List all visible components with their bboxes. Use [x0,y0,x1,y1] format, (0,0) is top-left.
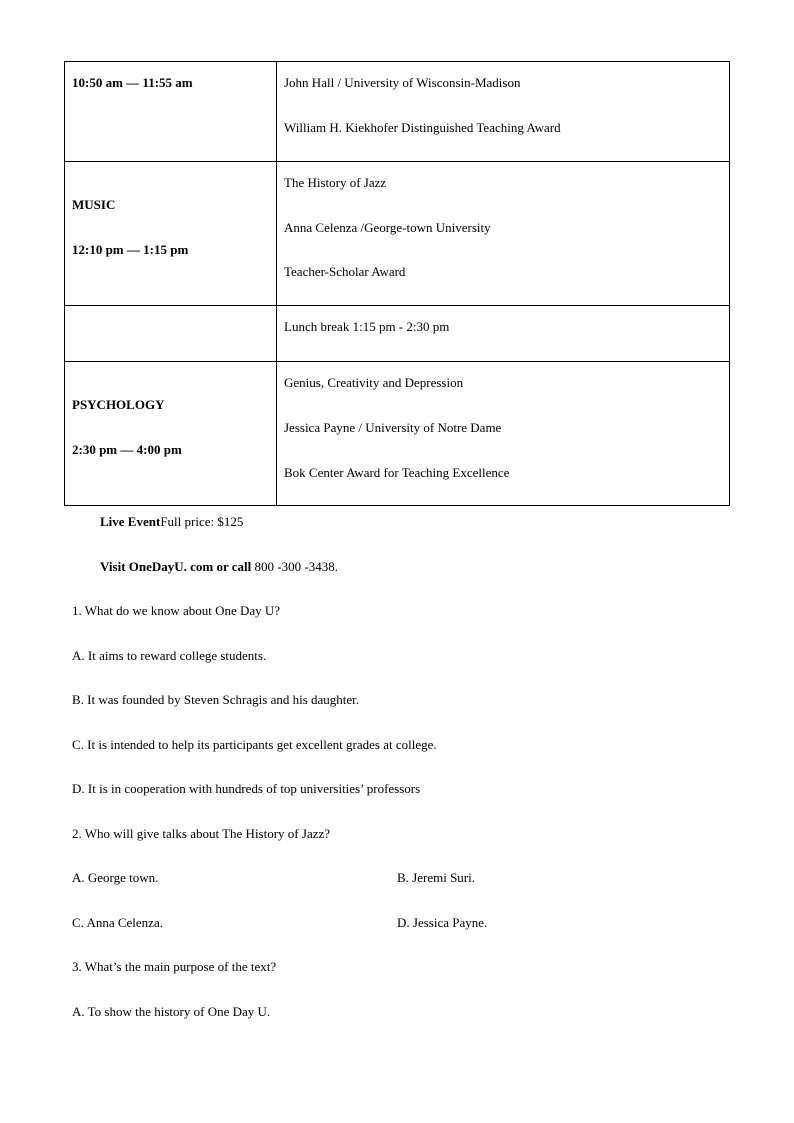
details-cell [277,306,730,362]
speaker-line: John Hall / University of Wisconsin-Madison [284,75,521,90]
visit-phone: 800 -300 -3438. [251,559,338,574]
question-option: A. George town. [72,870,159,885]
session-subject: MUSIC [72,197,116,212]
question-stem: 2. Who will give talks about The History of Jazz? [72,826,331,841]
time-cell [65,306,277,362]
visit-label: Visit OneDayU. com or call [100,559,252,574]
award-line: Teacher-Scholar Award [284,264,406,279]
question-option: D. It is in cooperation with hundreds of top universities’ professors [72,781,421,796]
schedule-row [65,362,730,506]
question-stem: 3. What’s the main purpose of the text? [72,959,277,974]
speaker-line: Jessica Payne / University of Notre Dame [284,420,502,435]
speaker-line: Anna Celenza /George-town University [284,220,491,235]
schedule-row [65,162,730,306]
question-option: D. Jessica Payne. [397,915,488,930]
question-option: B. Jeremi Suri. [397,870,475,885]
award-line: William H. Kiekhofer Distinguished Teaching Award [284,120,561,135]
details-cell [277,362,730,506]
question-option: B. It was founded by Steven Schragis and his daughter. [72,692,360,707]
session-time: 2:30 pm — 4:00 pm [72,442,182,457]
schedule-row [65,62,730,162]
question-option: A. It aims to reward college students. [72,648,267,663]
details-cell [277,162,730,306]
session-time: 12:10 pm — 1:15 pm [72,242,189,257]
lecture-title: Genius, Creativity and Depression [284,375,464,390]
time-cell [65,62,277,162]
question-option: A. To show the history of One Day U. [72,1004,271,1019]
live-event-line [100,514,243,530]
session-subject: PSYCHOLOGY [72,397,165,412]
lecture-title: The History of Jazz [284,175,387,190]
live-event-price: Full price: $125 [160,514,244,529]
time-cell [65,362,277,506]
details-cell [277,62,730,162]
time-cell [65,162,277,306]
question-option: C. It is intended to help its participants get excellent grades at college. [72,737,437,752]
session-time: 10:50 am — 11:55 am [72,75,193,90]
award-line: Bok Center Award for Teaching Excellence [284,465,510,480]
live-event-label: Live Event [100,514,161,529]
question-stem: 1. What do we know about One Day U? [72,603,281,618]
question-option: C. Anna Celenza. [72,915,163,930]
lunch-break: Lunch break 1:15 pm - 2:30 pm [284,319,450,334]
schedule-row [65,306,730,362]
schedule-table [64,61,730,506]
visit-line [100,559,338,575]
